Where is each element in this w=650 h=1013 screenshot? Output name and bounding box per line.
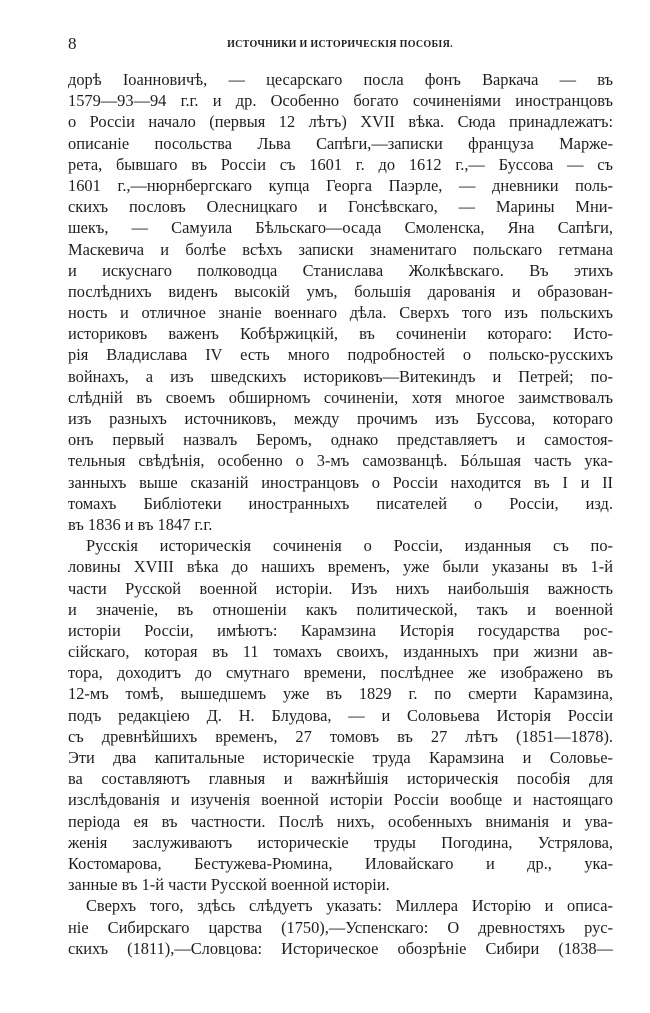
text-line: войнахъ, а изъ шведскихъ историковъ—Витекиндъ и Петрей; по- [68,366,613,386]
text-line: ность и отличное знаніе военнаго дѣла. Сверхъ того изъ польскихъ [68,303,613,323]
text-line: части Русской военной исторіи. Изъ нихъ наибольшія важность [68,578,613,598]
text-line: и искуснаго полководца Станислава Жолкѣвскаго. Въ этихъ [68,260,613,280]
text-line: съ древнѣйшихъ временъ, 27 томовъ въ 27 лѣтъ (1851—1878). [68,726,613,746]
running-title: ИСТОЧНИКИ И ИСТОРИЧЕСКІЯ ПОСОБІЯ. [227,39,453,50]
text-line: ніе Сибирскаго царства (1750),—Успенскаго: О древностяхъ рус- [68,917,613,937]
text-line: 1579—93—94 г.г. и др. Особенно богато сочиненіями иностранцовъ [68,91,613,111]
text-line: изслѣдованія и изученія военной исторіи Россіи вообще и настоящаго [68,790,613,810]
text-line: рета, бывшаго въ Россіи съ 1601 г. до 1612 г.,— Буссова — съ [68,154,613,174]
text-line: и значеніе, въ отношеніи какъ политической, такъ и военной [68,599,613,619]
text-line: скихъ (1811),—Словцова: Историческое обозрѣніе Сибири (1838— [68,938,613,958]
text-line: подъ редакціею Д. Н. Блудова, — и Соловьева Исторія Россіи [68,705,613,725]
text-line: 1601 г.,—нюрнбергскаго купца Георга Паэрле, — дневники поль- [68,175,613,195]
text-line: ловины XVIII вѣка до нашихъ временъ, уже были указаны въ 1-й [68,557,613,577]
text-line: шекъ, — Самуила Бѣльскаго—осада Смоленска, Яна Сапѣги, [68,218,613,238]
text-line: рія Владислава IV есть много подробностей о польско-русскихъ [68,345,613,365]
body-text [68,69,613,959]
text-line: томахъ Библіотеки иностранныхъ писателей о Россіи, изд. [68,493,613,513]
paragraph [68,535,613,895]
text-line: женія заслуживаютъ историческіе труды Погодина, Устрялова, [68,832,613,852]
text-line: слѣдній въ своемъ обширномъ сочиненіи, хотя многое заимствовалъ [68,387,613,407]
text-line: Русскія историческія сочиненія о Россіи, изданныя съ по- [86,536,613,556]
text-line: послѣднихъ виденъ высокій умъ, большія дарованія и образован- [68,281,613,301]
text-line: занные въ 1-й части Русской военной исторіи. [68,875,390,895]
text-line: описаніе посольства Льва Сапѣги,—записки француза Марже- [68,133,613,153]
text-line: въ 1836 и въ 1847 г.г. [68,514,213,534]
page-header [66,34,614,56]
text-line: 12-мъ томѣ, вышедшемъ уже въ 1829 г. по смерти Карамзина, [68,684,613,704]
text-line: онъ первый назвалъ Беромъ, однако представляетъ и самостоя- [68,430,613,450]
text-line: скихъ пословъ Олесницкаго и Гонсѣвскаго, — Марины Мни- [68,197,613,217]
text-line: періода ея въ частности. Послѣ нихъ, особенныхъ вниманія и ува- [68,811,613,831]
text-line: тельныя свѣдѣнія, особенно о 3-мъ самозванцѣ. Бóльшая часть ука- [68,451,613,471]
text-line: изъ разныхъ источниковъ, между прочимъ изъ Буссова, котораго [68,409,613,428]
text-line: занныхъ выше сказаній иностранцовъ о Россіи находится въ I и II [68,472,613,492]
text-line: о Россіи начало (первыя 12 лѣтъ) XVII вѣка. Сюда принадлежатъ: [68,112,613,132]
text-line: Маскевича и болѣе всѣхъ записки знаменитаго польскаго гетмана [68,239,613,259]
text-line: дорѣ Іоанновичѣ, — цесарскаго посла фонъ Варкача — въ [68,70,613,89]
page-number: 8 [68,34,77,53]
text-line: ва составляютъ главныя и важнѣйшія историческія пособія для [68,769,613,789]
text-line: историковъ важенъ Кобѣржицкій, въ сочиненіи котораго: Исто- [68,324,613,344]
text-line: Эти два капитальные историческіе труда Карамзина и Соловье- [68,748,613,767]
paragraph [68,69,613,535]
text-line: сійскаго, которая въ 11 томахъ своихъ, изданныхъ при жизни ав- [68,642,613,662]
text-line: исторіи Россіи, имѣютъ: Карамзина Исторія государства рос- [68,620,613,640]
paragraph [68,895,613,959]
text-line: Сверхъ того, здѣсь слѣдуетъ указать: Миллера Исторію и описа- [86,896,613,916]
text-line: тора, доходитъ до смутнаго времени, послѣднее же изображено въ [68,663,613,683]
text-line: Костомарова, Бестужева-Рюмина, Иловайскаго и др., ука- [68,853,613,873]
